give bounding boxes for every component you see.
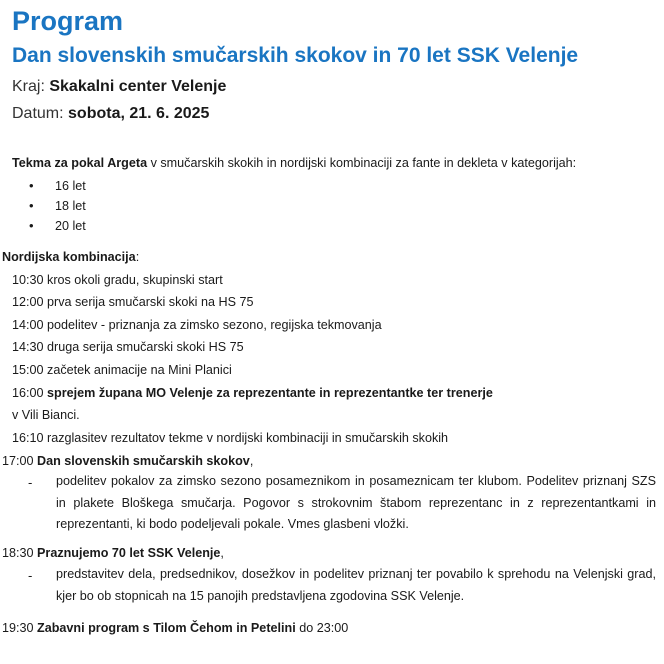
event-description: predstavitev dela, predsednikov, dosežkov in podelitev priznanj ter povabilo k sprehodu na Velenjski grad, kjer bo ob stopnicah na 15 panojih predstavljena zgodovina SSK Velenje. <box>56 567 656 603</box>
date-line <box>12 104 209 124</box>
event-description: podelitev pokalov za zimsko sezono posameznikom in posameznicam ter klubom. Podelitev priznanj SZS in plakete Bloškega smučarja. Pogovor s strokovnim štabom reprezentanc in z reprezentantkami in reprezentanti, ki bodo podeljevali pokale. Vmes glasbeni vložki. <box>56 474 656 531</box>
bullet-icon: • <box>29 178 34 193</box>
bullet-icon: • <box>29 198 34 213</box>
dash-icon: - <box>28 475 33 490</box>
page-title: Program <box>12 6 124 36</box>
event-heading: 18:30 Praznujemo 70 let SSK Velenje, <box>2 546 224 560</box>
schedule-item: 16:10 razglasitev rezultatov tekme v nordijski kombinaciji in smučarskih skokih <box>12 431 449 445</box>
category-item: 16 let <box>55 179 86 193</box>
category-item: 18 let <box>55 199 86 213</box>
location-value: Skakalni center Velenje <box>49 78 227 95</box>
nordic-heading: Nordijska kombinacija: <box>2 250 140 264</box>
schedule-item: 15:00 začetek animacije na Mini Planici <box>12 363 232 377</box>
schedule-item: 16:00 sprejem župana MO Velenje za reprezentante in reprezentantke ter trenerje <box>12 386 493 400</box>
bullet-icon: • <box>29 218 34 233</box>
competition-intro <box>12 155 576 171</box>
date-label: Datum: <box>12 105 69 122</box>
event-heading: 19:30 Zabavni program s Tilom Čehom in Petelini do 23:00 <box>2 621 349 635</box>
nordic-heading-text: Nordijska kombinacija <box>2 250 136 264</box>
event-heading: 17:00 Dan slovenskih smučarskih skokov, <box>2 454 254 468</box>
page-subtitle: Dan slovenskih smučarskih skokov in 70 let SSK Velenje <box>12 44 579 67</box>
schedule-item: 14:00 podelitev - priznanja za zimsko sezono, regijska tekmovanja <box>12 318 382 332</box>
competition-description: v smučarskih skokih in nordijski kombinaciji za fante in dekleta v kategorijah: <box>147 156 577 170</box>
location-line <box>12 77 226 97</box>
date-value: sobota, 21. 6. 2025 <box>68 105 210 122</box>
schedule-item: 14:30 druga serija smučarski skoki HS 75 <box>12 340 244 354</box>
schedule-item: 12:00 prva serija smučarski skoki na HS 75 <box>12 295 254 309</box>
schedule-item-continuation: v Vili Bianci. <box>12 408 80 422</box>
category-item: 20 let <box>55 219 86 233</box>
location-label: Kraj: <box>12 78 50 95</box>
schedule-item: 10:30 kros okoli gradu, skupinski start <box>12 273 223 287</box>
competition-name: Tekma za pokal Argeta <box>12 156 148 170</box>
dash-icon: - <box>28 568 33 583</box>
